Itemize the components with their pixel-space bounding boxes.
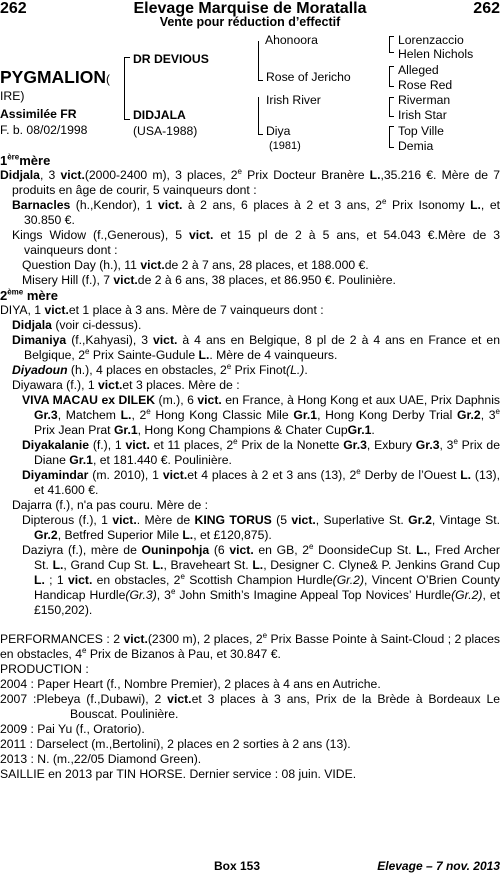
- produce-misery-hill: Misery Hill (f.), 7 vict.de 2 à 6 ans, 38 places, et 86.950 €. Poulinière.: [22, 273, 396, 287]
- page-title: Elevage Marquise de Moratalla: [133, 0, 367, 17]
- produce-diyadoun: Diyadoun (h.), 4 places en obstacles, 2e Prix Finot(L.).: [12, 361, 308, 377]
- produce-dipterous: Dipterous (f.), 1 vict.. Mère de KING TORUS (5 vict., Superlative St. Gr.2, Vintage St. Gr.2, Betfred Superior Mile L., et £120,875).: [22, 513, 500, 542]
- produce-dimaniya: Dimaniya (f.,Kahyasi), 3 vict. à 4 ans en Belgique, 8 pl de 2 à 4 ans en France et en Belgique, 2e Prix Sainte-Gudule L.. Mère de 4 vainqueurs.: [12, 333, 500, 362]
- section-second-dam: 2ème mère: [0, 287, 58, 303]
- grandsire-1: Ahonoora: [265, 33, 318, 47]
- produce-didjala: Didjala (voir ci-dessus).: [12, 318, 142, 332]
- footer-source: Elevage – 7 nov. 2013: [377, 859, 500, 873]
- catalogue-body: [0, 153, 500, 782]
- saillie: SAILLIE en 2013 par TIN HORSE. Dernier service : 08 juin. VIDE.: [0, 767, 357, 781]
- great-grandparent-7: Top Ville: [398, 124, 444, 138]
- great-grandparent-8: Demia: [398, 139, 434, 153]
- produce-diyakalanie: Diyakalanie (f.), 1 vict. et 11 places, 2e Prix de la Nonette Gr.3, Exbury Gr.3, 3e Prix de Diane Gr.1, et 181.440 €. Poulinière.: [22, 436, 500, 467]
- granddam-2: Diya: [266, 124, 291, 138]
- great-grandparent-5: Riverman: [398, 93, 451, 107]
- great-grandparent-4: Rose Red: [398, 78, 453, 92]
- horse-birth: F. b. 08/02/1998: [0, 123, 88, 137]
- dam-paragraph: Didjala, 3 vict.(2000-2400 m), 3 places, 2e Prix Docteur Branère L.,35.216 €. Mère de 7 produits en âge de courir, 5 vainqueurs dont :: [0, 166, 500, 197]
- produce-diyamindar: Diyamindar (m. 2010), 1 vict.et 4 places à 2 et 3 ans (13), 2e Derby de l’Ouest L. (13), et 41.600 €.: [22, 466, 500, 497]
- production-2013: 2013 : N. (m.,22/05 Diamond Green).: [0, 752, 202, 766]
- performances: PERFORMANCES : 2 vict.(2300 m), 2 places, 2e Prix Basse Pointe à Saint-Cloud ; 2 places en obstacles, 4e Prix de Bizanos à Pau, et 30.847 €.: [0, 630, 500, 661]
- production-2007: 2007 :Plebeya (f.,Dubawi), 2 vict.et 3 places à 3 ans, Prix de la Brède à Bordeaux Le Bouscat. Poulinière.: [0, 692, 500, 721]
- great-grandparent-6: Irish Star: [398, 108, 447, 122]
- section-first-dam: 1èremère: [0, 152, 51, 168]
- production-2004: 2004 : Paper Heart (f., Nombre Premier), 2 places à 4 ans en Autriche.: [0, 677, 381, 691]
- page-number-left: 262: [0, 0, 27, 17]
- page-subtitle: Vente pour réduction d’effectif: [159, 15, 341, 29]
- produce-kings-widow: Kings Widow (f.,Generous), 5 vict. et 15 pl de 2 à 5 ans, et 54.043 €.Mère de 3 vainqueurs dont :: [12, 228, 500, 257]
- granddam-2-year: (1981): [269, 140, 301, 152]
- horse-insurance: Assimilée FR: [0, 107, 77, 121]
- produce-daziyra: Daziyra (f.), mère de Ouninpohja (6 vict. en GB, 2e DoonsideCup St. L., Fred Archer St. L., Grand Cup St. L., Braveheart St. L., Designer C. Clyne& P. Jenkins Grand Cup L. ; 1 vict. en obstacles, 2e Scottish Champion Hurdle(Gr.2), Vincent O’Brien County Handicap Hurdle(Gr.3), 3e John Smith’s Imagine Appeal Top Novices’ Hurdle(Gr.2), et £150,202).: [22, 541, 500, 617]
- production-2009: 2009 : Pai Yu (f., Oratorio).: [0, 722, 145, 736]
- great-grandparent-2: Helen Nichols: [398, 47, 474, 61]
- horse-name: PYGMALION(: [0, 67, 110, 87]
- page-number-right: 262: [473, 0, 500, 17]
- produce-question-day: Question Day (h.), 11 vict.de 2 à 7 ans, 28 places, et 188.000 €.: [22, 258, 369, 272]
- horse-origin: IRE): [0, 89, 25, 103]
- dam-info: (USA-1988): [133, 124, 198, 138]
- great-grandparent-3: Alleged: [398, 63, 439, 77]
- granddam-1: Rose of Jericho: [266, 70, 351, 84]
- box-number: Box 153: [214, 859, 261, 873]
- produce-viva-macau: VIVA MACAU ex DILEK (m.), 6 vict. en France, à Hong Kong et aux UAE, Prix Daphnis Gr.3, Matchem L., 2e Hong Kong Classic Mile Gr.1, Hong Kong Derby Trial Gr.2, 3e Prix Jean Prat Gr.1, Hong Kong Champions & Chater CupGr.1.: [22, 393, 500, 437]
- produce-barnacles: Barnacles (h.,Kendor), 1 vict. à 2 ans, 6 places à 2 et 3 ans, 2e Prix Isonomy L., et 30.850 €.: [12, 196, 500, 227]
- grandsire-2: Irish River: [266, 93, 321, 107]
- production-2011: 2011 : Darselect (m.,Bertolini), 2 places en 2 sorties à 2 ans (13).: [0, 737, 351, 751]
- produce-diyawara: Diyawara (f.), 1 vict.et 3 places. Mère de :: [12, 378, 240, 392]
- produce-dajarra: Dajarra (f.), n'a pas couru. Mère de :: [12, 498, 209, 512]
- second-dam-paragraph: DIYA, 1 vict.et 1 place à 3 ans. Mère de 7 vainqueurs dont :: [0, 303, 324, 317]
- dam-name: DIDJALA: [133, 108, 186, 122]
- production-heading: PRODUCTION :: [0, 662, 89, 676]
- sire-name: DR DEVIOUS: [133, 52, 209, 66]
- great-grandparent-1: Lorenzaccio: [398, 33, 464, 47]
